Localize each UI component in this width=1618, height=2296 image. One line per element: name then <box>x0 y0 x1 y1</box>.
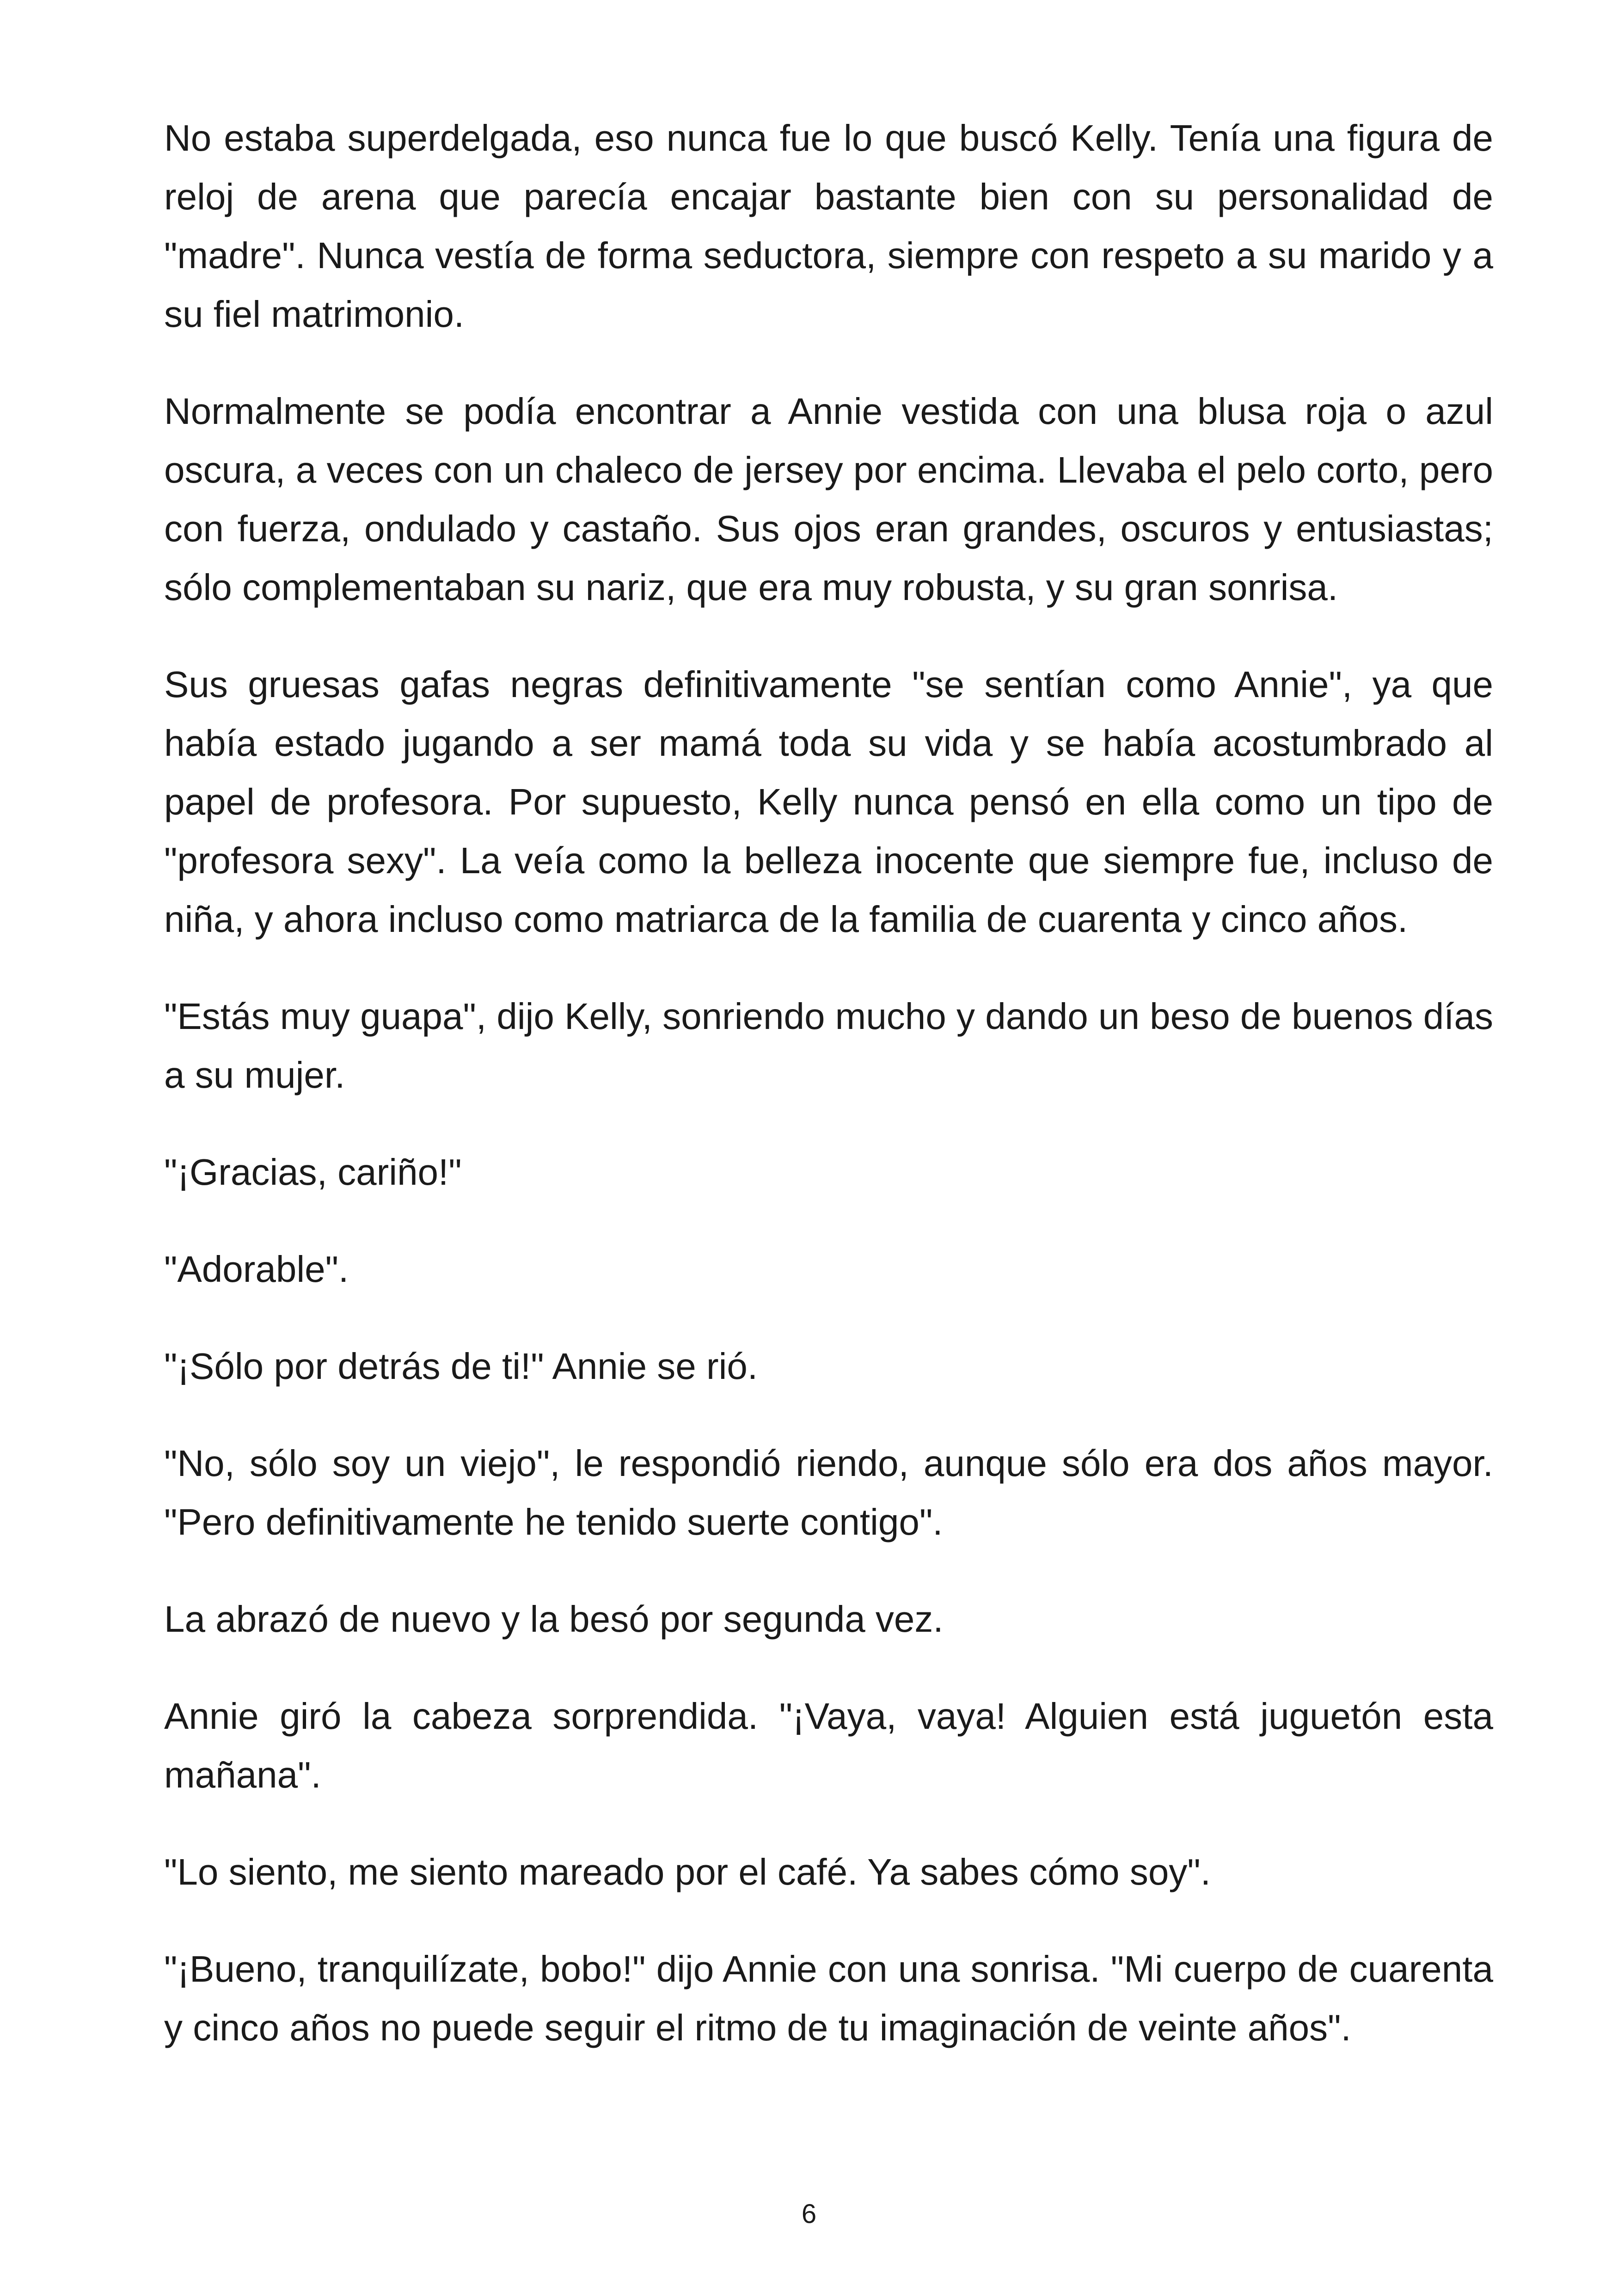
page-number: 6 <box>801 2199 817 2229</box>
paragraph: "¡Bueno, tranquilízate, bobo!" dijo Annie con una sonrisa. "Mi cuerpo de cuarenta y cinco años no puede seguir el ritmo de tu imaginación de veinte años". <box>164 1948 1493 2048</box>
paragraph: "Adorable". <box>164 1249 349 1290</box>
text-body <box>164 109 1493 2095</box>
paragraph: "Estás muy guapa", dijo Kelly, sonriendo mucho y dando un beso de buenos días a su mujer. <box>164 996 1493 1096</box>
paragraph: "No, sólo soy un viejo", le respondió riendo, aunque sólo era dos años mayor. "Pero definitivamente he tenido suerte contigo". <box>164 1443 1493 1543</box>
paragraph: "Lo siento, me siento mareado por el café. Ya sabes cómo soy". <box>164 1851 1211 1892</box>
paragraph: No estaba superdelgada, eso nunca fue lo que buscó Kelly. Tenía una figura de reloj de arena que parecía encajar bastante bien con su personalidad de "madre". Nunca vestía de forma seductora, siempre con respeto a su marido y a su fiel matrimonio. <box>164 117 1493 335</box>
paragraph: La abrazó de nuevo y la besó por segunda vez. <box>164 1598 944 1640</box>
paragraph: "¡Gracias, cariño!" <box>164 1151 462 1193</box>
paragraph: Annie giró la cabeza sorprendida. "¡Vaya, vaya! Alguien está juguetón esta mañana". <box>164 1696 1493 1795</box>
paragraph: "¡Sólo por detrás de ti!" Annie se rió. <box>164 1346 758 1387</box>
paragraph: Normalmente se podía encontrar a Annie vestida con una blusa roja o azul oscura, a veces con un chaleco de jersey por encima. Llevaba el pelo corto, pero con fuerza, ondulado y castaño. Sus ojos eran grandes, oscuros y entusiastas; sólo complementaban su nariz, que era muy robusta, y su gran sonrisa. <box>164 391 1493 608</box>
paragraph: Sus gruesas gafas negras definitivamente "se sentían como Annie", ya que había estado jugando a ser mamá toda su vida y se había acostumbrado al papel de profesora. Por supuesto, Kelly nunca pensó en ella como un tipo de "profesora sexy". La veía como la belleza inocente que siempre fue, incluso de niña, y ahora incluso como matriarca de la familia de cuarenta y cinco años. <box>164 664 1493 940</box>
